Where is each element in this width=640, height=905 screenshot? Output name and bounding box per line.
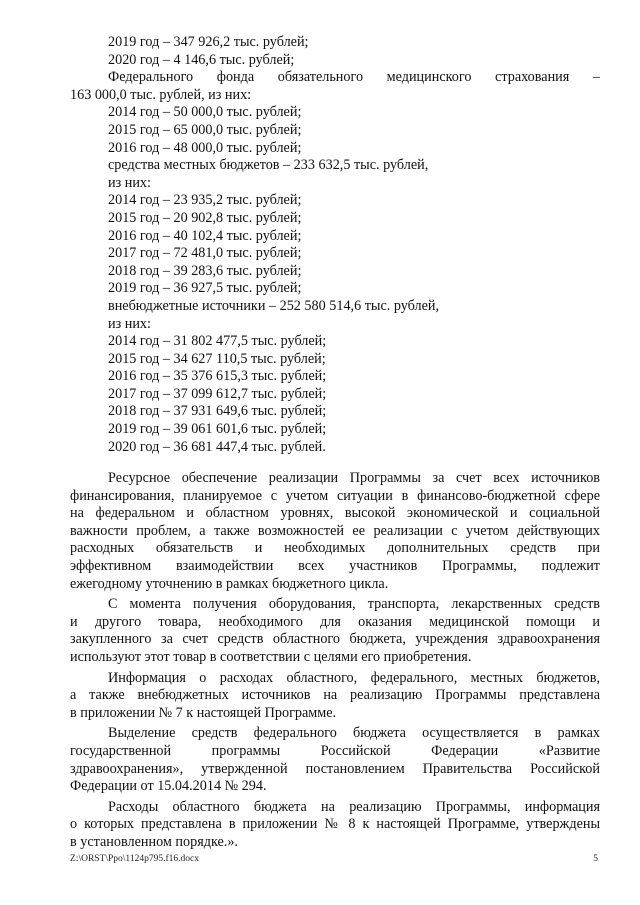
funding-line: Федерального фонда обязательного медицинского страхования – xyxy=(108,69,600,86)
text-line: Федерации от 15.04.2014 № 294. xyxy=(70,778,267,795)
paragraph xyxy=(70,799,600,852)
funding-line: 2014 год – 50 000,0 тыс. рублей; xyxy=(108,104,302,121)
funding-line: 2019 год – 36 927,5 тыс. рублей; xyxy=(108,280,302,297)
funding-line: 2018 год – 37 931 649,6 тыс. рублей; xyxy=(108,403,327,420)
page-number: 5 xyxy=(593,854,598,864)
text-line: ежегодному уточнению в рамках бюджетного цикла. xyxy=(70,575,389,592)
funding-line: из них: xyxy=(108,174,151,191)
text-line: используют этот товар в соответствии с целями его приобретения. xyxy=(70,648,472,665)
text-line: а также внебюджетных источников на реализацию Программы представлена xyxy=(70,687,600,704)
text-line: важности проблем, а также возможностей ее реализации с учетом действующих xyxy=(70,522,600,539)
text-line: Ресурсное обеспечение реализации Программы за счет всех источников xyxy=(108,470,600,486)
funding-line: 2019 год – 39 061 601,6 тыс. рублей; xyxy=(108,421,327,438)
funding-line: 2020 год – 4 146,6 тыс. рублей; xyxy=(108,51,295,68)
funding-line: 2016 год – 48 000,0 тыс. рублей; xyxy=(108,139,302,156)
text-line: эффективном взаимодействии всех участников Программы, подлежит xyxy=(70,557,600,574)
text-line: государственной программы Российской Федерации «Развитие xyxy=(70,742,600,759)
funding-line: внебюджетные источники – 252 580 514,6 тыс. рублей, xyxy=(108,297,440,314)
funding-line: 2015 год – 65 000,0 тыс. рублей; xyxy=(108,121,302,138)
footer-file-path: Z:\ORST\Ppo\1124p795.f16.docx xyxy=(70,854,199,864)
text-line: Информация о расходах областного, федерального, местных бюджетов, xyxy=(108,669,600,686)
text-line: Выделение средств федерального бюджета осуществляется в рамках xyxy=(108,725,600,742)
funding-line: 2019 год – 347 926,2 тыс. рублей; xyxy=(108,34,309,50)
paragraph xyxy=(70,470,600,593)
paragraph xyxy=(70,596,600,666)
text-line: расходных обязательств и необходимых дополнительных средств при xyxy=(70,540,600,557)
funding-line: 2014 год – 23 935,2 тыс. рублей; xyxy=(108,192,302,209)
text-line: финансирования, планируемое с учетом ситуации в финансово-бюджетной сфере xyxy=(70,487,600,504)
text-line: в приложении № 7 к настоящей Программе. xyxy=(70,704,337,721)
funding-line: 2018 год – 39 283,6 тыс. рублей; xyxy=(108,262,302,279)
funding-line: 2014 год – 31 802 477,5 тыс. рублей; xyxy=(108,333,327,350)
funding-line: 2016 год – 35 376 615,3 тыс. рублей; xyxy=(108,368,327,385)
text-line: и другого товара, необходимого для оказания медицинской помощи и xyxy=(70,613,600,630)
funding-line: 2017 год – 72 481,0 тыс. рублей; xyxy=(108,245,302,262)
funding-line: 163 000,0 тыс. рублей, из них: xyxy=(70,86,252,103)
text-line: Расходы областного бюджета на реализацию Программы, информация xyxy=(108,798,600,815)
funding-line: средства местных бюджетов – 233 632,5 тыс. рублей, xyxy=(108,157,429,174)
funding-line: 2020 год – 36 681 447,4 тыс. рублей. xyxy=(108,438,326,455)
funding-line: из них: xyxy=(108,315,151,332)
text-line: о которых представлена в приложении № 8 к настоящей Программе, утверждены xyxy=(70,816,600,833)
funding-line: 2016 год – 40 102,4 тыс. рублей; xyxy=(108,227,302,244)
text-line: здравоохранения», утвержденной постановлением Правительства Российской xyxy=(70,760,600,777)
text-line: в установленном порядке.». xyxy=(70,833,238,850)
paragraph xyxy=(70,670,600,723)
funding-line: 2017 год – 37 099 612,7 тыс. рублей; xyxy=(108,385,327,402)
body-text xyxy=(70,470,600,854)
funding-line: 2015 год – 34 627 110,5 тыс. рублей; xyxy=(108,350,326,367)
text-line: закупленного за счет средств областного бюджета, учреждения здравоохранения xyxy=(70,631,600,648)
funding-list xyxy=(70,34,600,456)
text-line: на федеральном и областном уровнях, высокой экономической и социальной xyxy=(70,505,600,522)
funding-line: 2015 год – 20 902,8 тыс. рублей; xyxy=(108,209,302,226)
paragraph xyxy=(70,725,600,795)
text-line: С момента получения оборудования, транспорта, лекарственных средств xyxy=(108,596,600,613)
page-footer xyxy=(0,852,640,866)
